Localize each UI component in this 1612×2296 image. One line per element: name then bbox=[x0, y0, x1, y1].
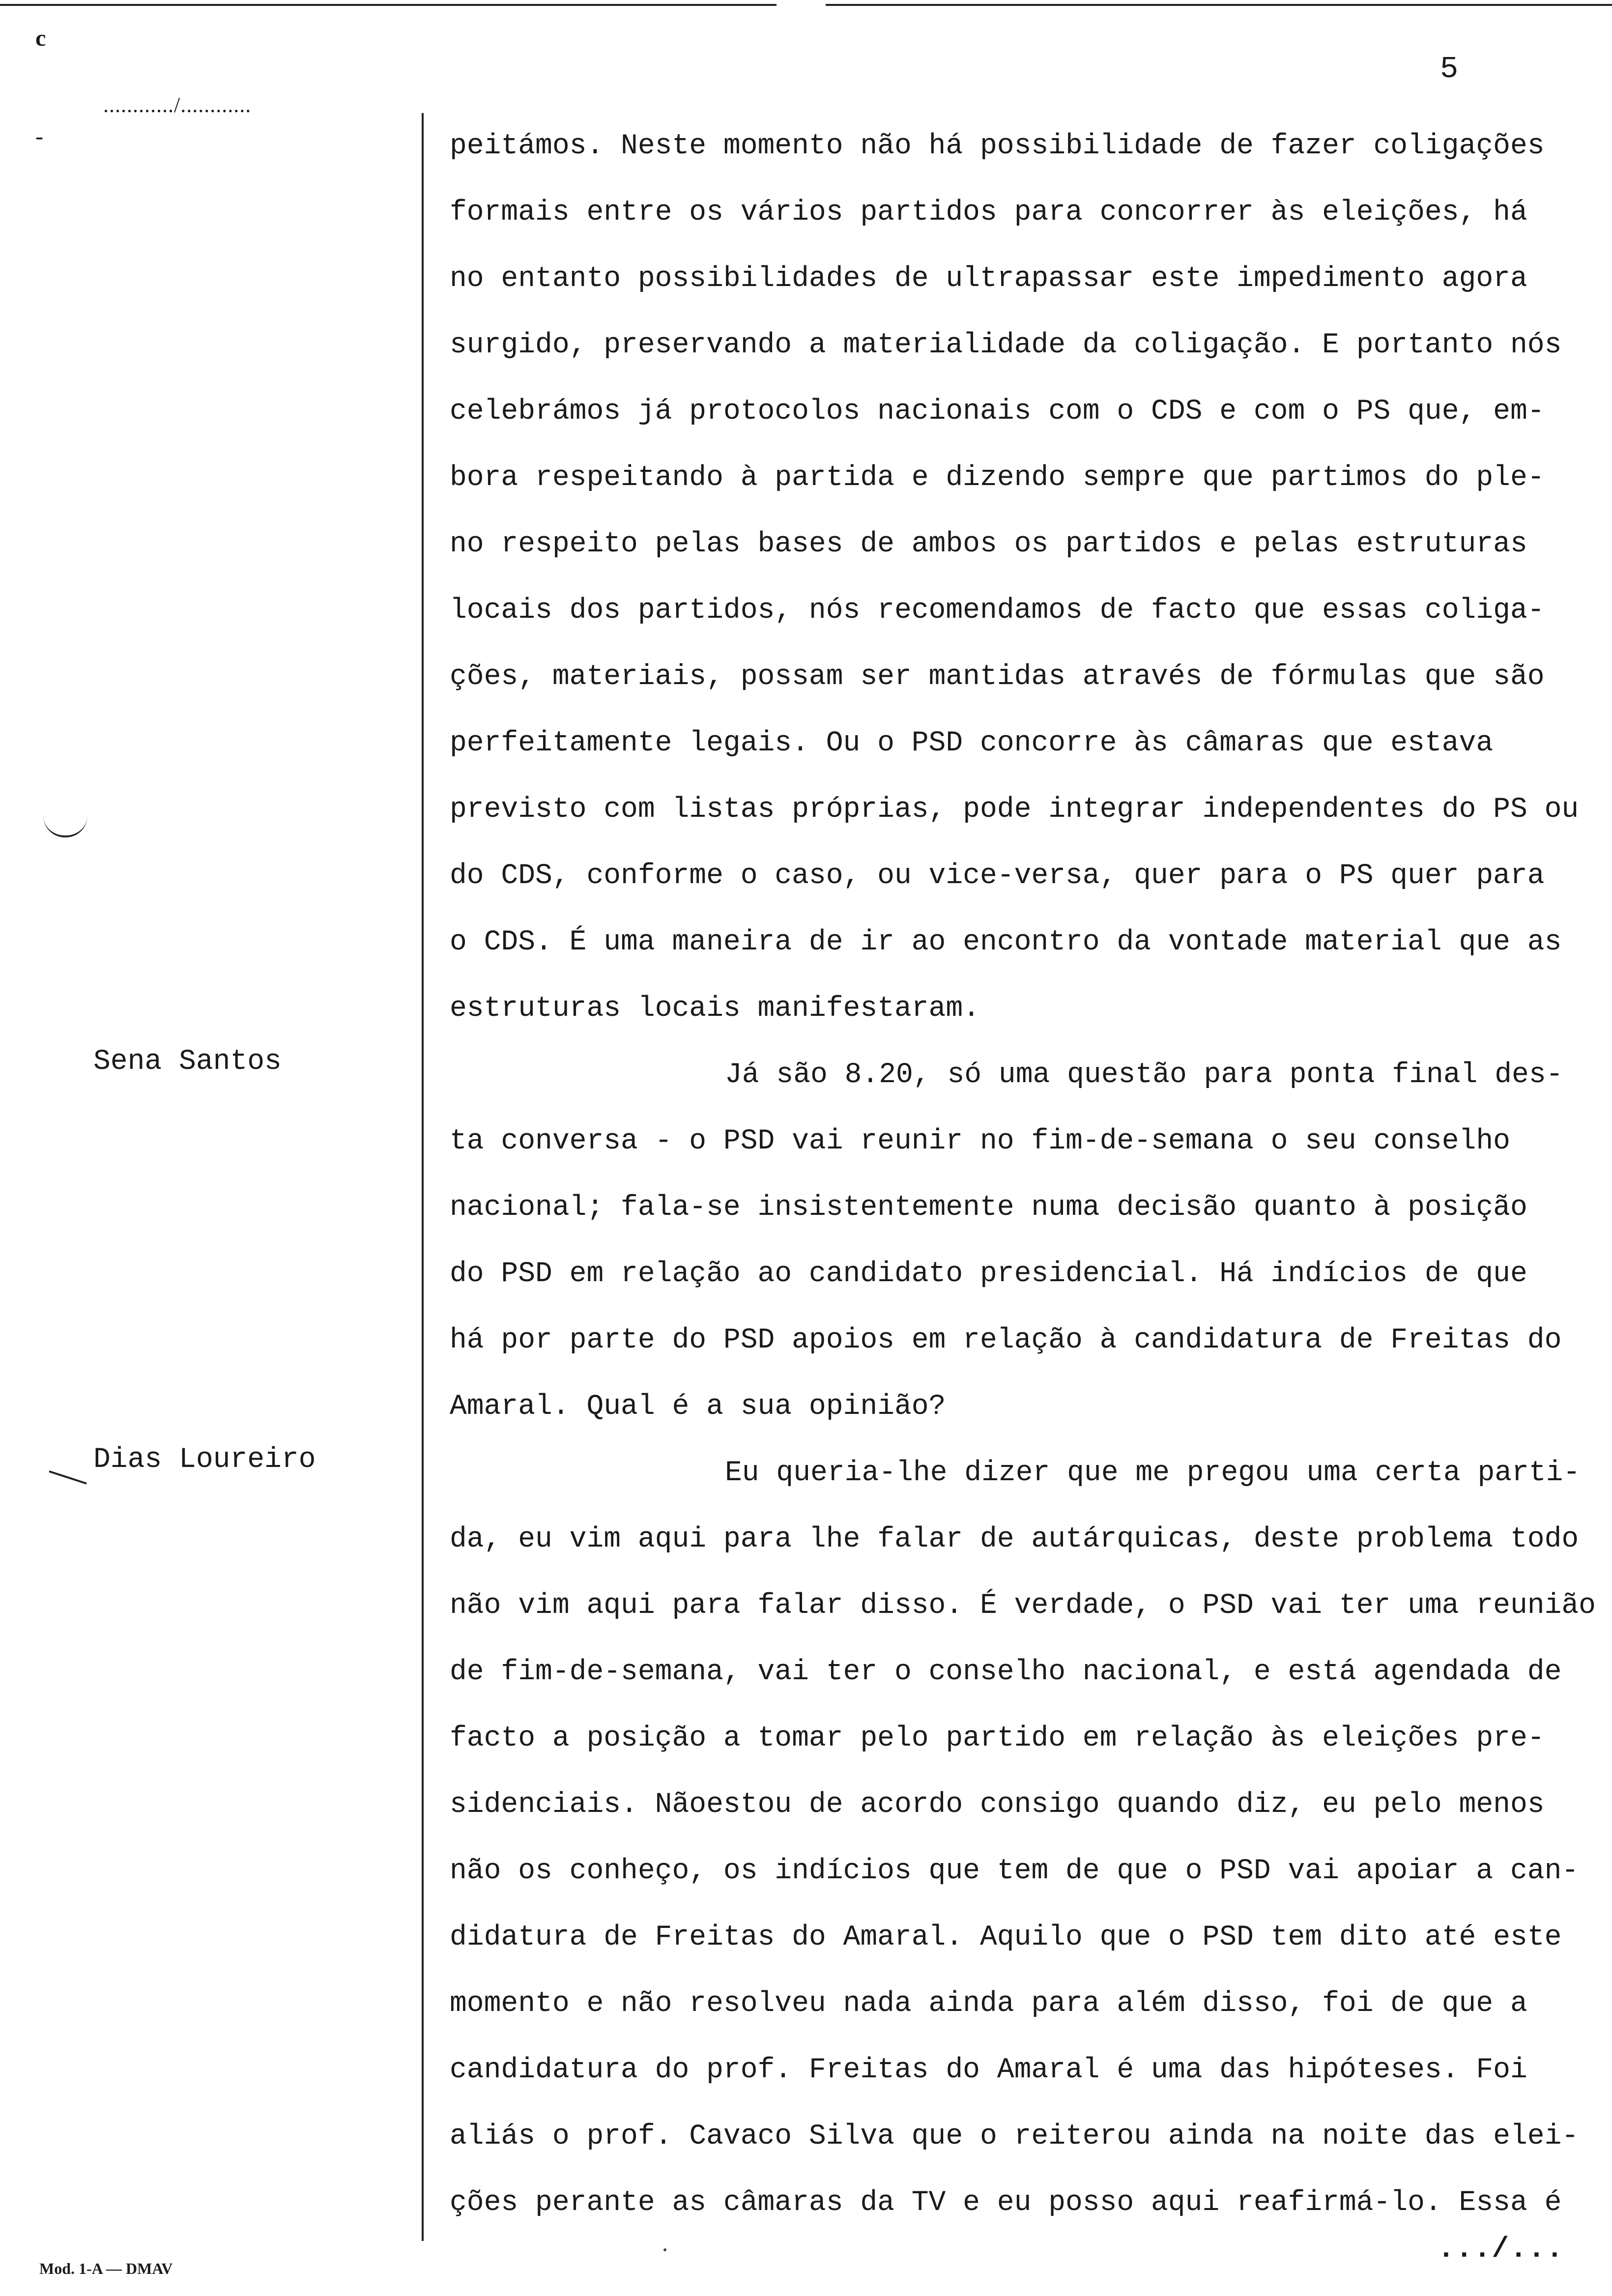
speaker-dash-mark bbox=[49, 1470, 86, 1485]
corner-mark: c bbox=[35, 25, 46, 51]
speaker-label-sena-santos: Sena Santos bbox=[93, 1046, 282, 1078]
transcript-line-question-start: Já são 8.20, só uma questão para ponta final des- bbox=[725, 1059, 1563, 1091]
transcript-line: ções, materiais, possam ser mantidas através de fórmulas que são bbox=[450, 661, 1545, 693]
transcript-line: facto a posição a tomar pelo partido em relação às eleições pre- bbox=[450, 1722, 1545, 1754]
transcript-line: candidatura do prof. Freitas do Amaral é uma das hipóteses. Foi bbox=[450, 2054, 1527, 2086]
continuation-marker: .../... bbox=[1438, 2234, 1564, 2266]
transcript-line: perfeitamente legais. Ou o PSD concorre às câmaras que estava bbox=[450, 727, 1494, 759]
page-number: 5 bbox=[1440, 52, 1459, 86]
margin-tick-mark bbox=[43, 816, 87, 837]
margin-dot: - bbox=[35, 123, 43, 149]
transcript-line: celebrámos já protocolos nacionais com o CDS e com o PS que, em- bbox=[450, 396, 1545, 428]
transcript-line: formais entre os vários partidos para concorrer às eleições, há bbox=[450, 197, 1527, 229]
transcript-line: da, eu vim aqui para lhe falar de autárquicas, deste problema todo bbox=[450, 1523, 1579, 1555]
top-rule-left bbox=[0, 4, 777, 6]
transcript-line: locais dos partidos, nós recomendamos de facto que essas coliga- bbox=[450, 595, 1545, 627]
transcript-line: do CDS, conforme o caso, ou vice-versa, quer para o PS quer para bbox=[450, 860, 1545, 892]
transcript-line: nacional; fala-se insistentemente numa decisão quanto à posição bbox=[450, 1192, 1527, 1224]
transcript-line: estruturas locais manifestaram. bbox=[450, 993, 980, 1025]
form-code: Mod. 1-A — DMAV bbox=[39, 2260, 173, 2277]
transcript-line: bora respeitando à partida e dizendo sempre que partimos do ple- bbox=[450, 462, 1545, 494]
transcript-line: não os conheço, os indícios que tem de que o PSD vai apoiar a can- bbox=[450, 1855, 1579, 1887]
transcript-line: peitámos. Neste momento não há possibilidade de fazer coligações bbox=[450, 130, 1545, 162]
transcript-line: aliás o prof. Cavaco Silva que o reiterou ainda na noite das elei- bbox=[450, 2121, 1579, 2152]
transcript-line: do PSD em relação ao candidato presidencial. Há indícios de que bbox=[450, 1258, 1527, 1290]
transcript-line: previsto com listas próprias, pode integrar independentes do PS ou bbox=[450, 794, 1579, 826]
transcript-line: há por parte do PSD apoios em relação à candidatura de Freitas do bbox=[450, 1324, 1562, 1356]
transcript-line: ta conversa - o PSD vai reunir no fim-de-semana o seu conselho bbox=[450, 1125, 1510, 1157]
transcript-line: o CDS. É uma maneira de ir ao encontro da vontade material que as bbox=[450, 926, 1562, 958]
transcript-line: sidenciais. Nãoestou de acordo consigo quando diz, eu pelo menos bbox=[450, 1789, 1545, 1821]
transcript-line: momento e não resolveu nada ainda para além disso, foi de que a bbox=[450, 1988, 1527, 2020]
transcript-line: ções perante as câmaras da TV e eu posso aqui reafirmá-lo. Essa é bbox=[450, 2187, 1562, 2219]
speaker-label-dias-loureiro: Dias Loureiro bbox=[93, 1444, 316, 1476]
transcript-line: no entanto possibilidades de ultrapassar este impedimento agora bbox=[450, 263, 1527, 295]
margin-rule bbox=[422, 113, 424, 2241]
transcript-line-answer-start: Eu queria-lhe dizer que me pregou uma certa parti- bbox=[725, 1457, 1581, 1489]
transcript-body bbox=[450, 113, 1605, 2236]
transcript-line: no respeito pelas bases de ambos os partidos e pelas estruturas bbox=[450, 528, 1527, 560]
speck-mark bbox=[663, 2248, 666, 2251]
reference-line: ............/............ bbox=[103, 93, 252, 117]
transcript-line: não vim aqui para falar disso. É verdade, o PSD vai ter uma reunião bbox=[450, 1590, 1596, 1622]
transcript-line: didatura de Freitas do Amaral. Aquilo que o PSD tem dito até este bbox=[450, 1922, 1562, 1953]
transcript-line: de fim-de-semana, vai ter o conselho nacional, e está agendada de bbox=[450, 1656, 1562, 1688]
transcript-line: surgido, preservando a materialidade da coligação. E portanto nós bbox=[450, 329, 1562, 361]
transcript-line: Amaral. Qual é a sua opinião? bbox=[450, 1391, 946, 1423]
top-rule-right bbox=[826, 4, 1612, 6]
